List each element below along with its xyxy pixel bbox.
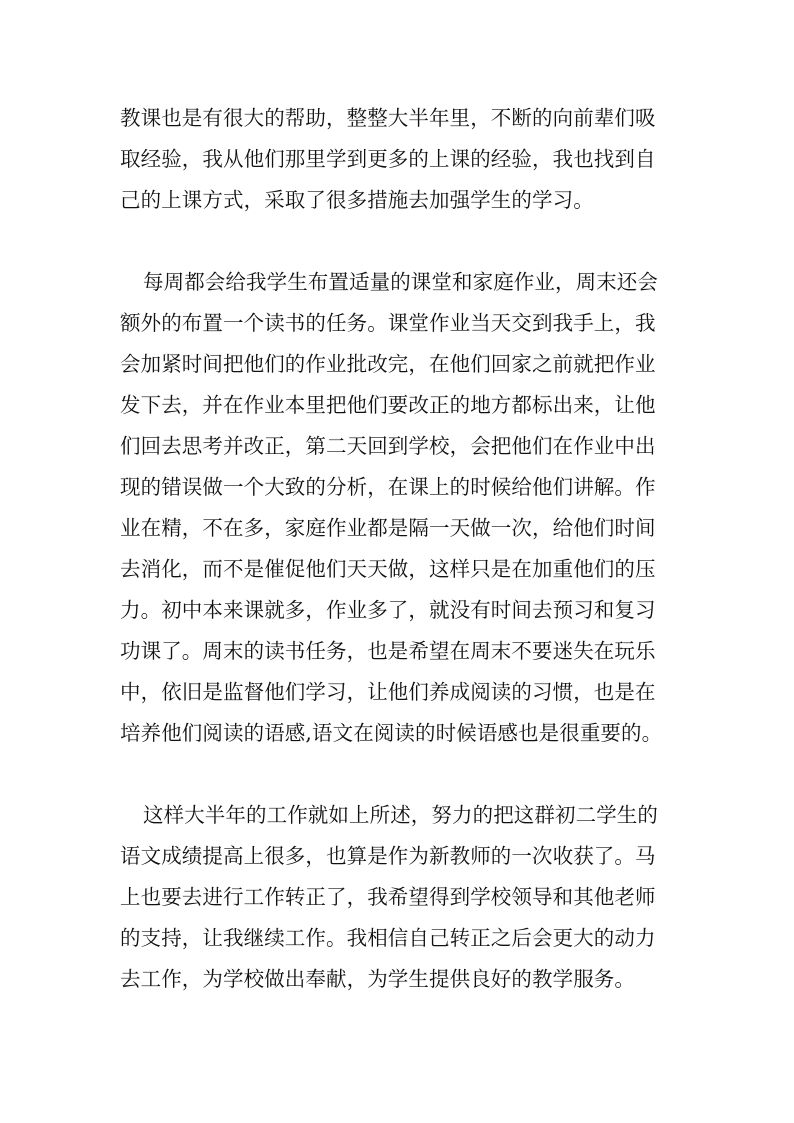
paragraph-1-line-1: 教课也是有很大的帮助，整整大半年里，不断的向前辈们吸 (120, 106, 656, 130)
paragraph-2-line-9: 力。初中本来课就多，作业多了，就没有时间去预习和复习 (120, 598, 656, 622)
paragraph-1-line-2: 取经验，我从他们那里学到更多的上课的经验，我也找到自 (120, 147, 656, 171)
paragraph-2-line-1: 每周都会给我学生布置适量的课堂和家庭作业，周末还会 (143, 270, 658, 294)
paragraph-3-line-5: 去工作，为学校做出奉献，为学生提供良好的教学服务。 (120, 967, 635, 991)
paragraph-1-line-3: 己的上课方式，采取了很多措施去加强学生的学习。 (120, 188, 594, 212)
paragraph-2-line-4: 发下去，并在作业本里把他们要改正的地方都标出来，让他 (120, 393, 656, 417)
paragraph-2-line-2: 额外的布置一个读书的任务。课堂作业当天交到我手上，我 (120, 311, 656, 335)
paragraph-2-line-3: 会加紧时间把他们的作业批改完，在他们回家之前就把作业 (120, 352, 656, 376)
paragraph-3-line-3: 上也要去进行工作转正了，我希望得到学校领导和其他老师 (120, 885, 656, 909)
paragraph-2-line-8: 去消化，而不是催促他们天天做，这样只是在加重他们的压 (120, 557, 656, 581)
paragraph-3-line-4: 的支持，让我继续工作。我相信自己转正之后会更大的动力 (120, 926, 656, 950)
paragraph-2-line-11: 中，依旧是监督他们学习，让他们养成阅读的习惯，也是在 (120, 680, 656, 704)
paragraph-2-line-5: 们回去思考并改正，第二天回到学校，会把他们在作业中出 (120, 434, 656, 458)
paragraph-2-line-6: 现的错误做一个大致的分析，在课上的时候给他们讲解。作 (120, 475, 656, 499)
paragraph-2-line-10: 功课了。周末的读书任务，也是希望在周末不要迷失在玩乐 (120, 639, 656, 663)
paragraph-2-line-12: 培养他们阅读的语感,语文在阅读的时候语感也是很重要的。 (120, 721, 663, 745)
paragraph-3-line-2: 语文成绩提高上很多，也算是作为新教师的一次收获了。马 (120, 844, 656, 868)
paragraph-3-line-1: 这样大半年的工作就如上所述，努力的把这群初二学生的 (143, 803, 658, 827)
paragraph-2-line-7: 业在精，不在多，家庭作业都是隔一天做一次，给他们时间 (120, 516, 656, 540)
